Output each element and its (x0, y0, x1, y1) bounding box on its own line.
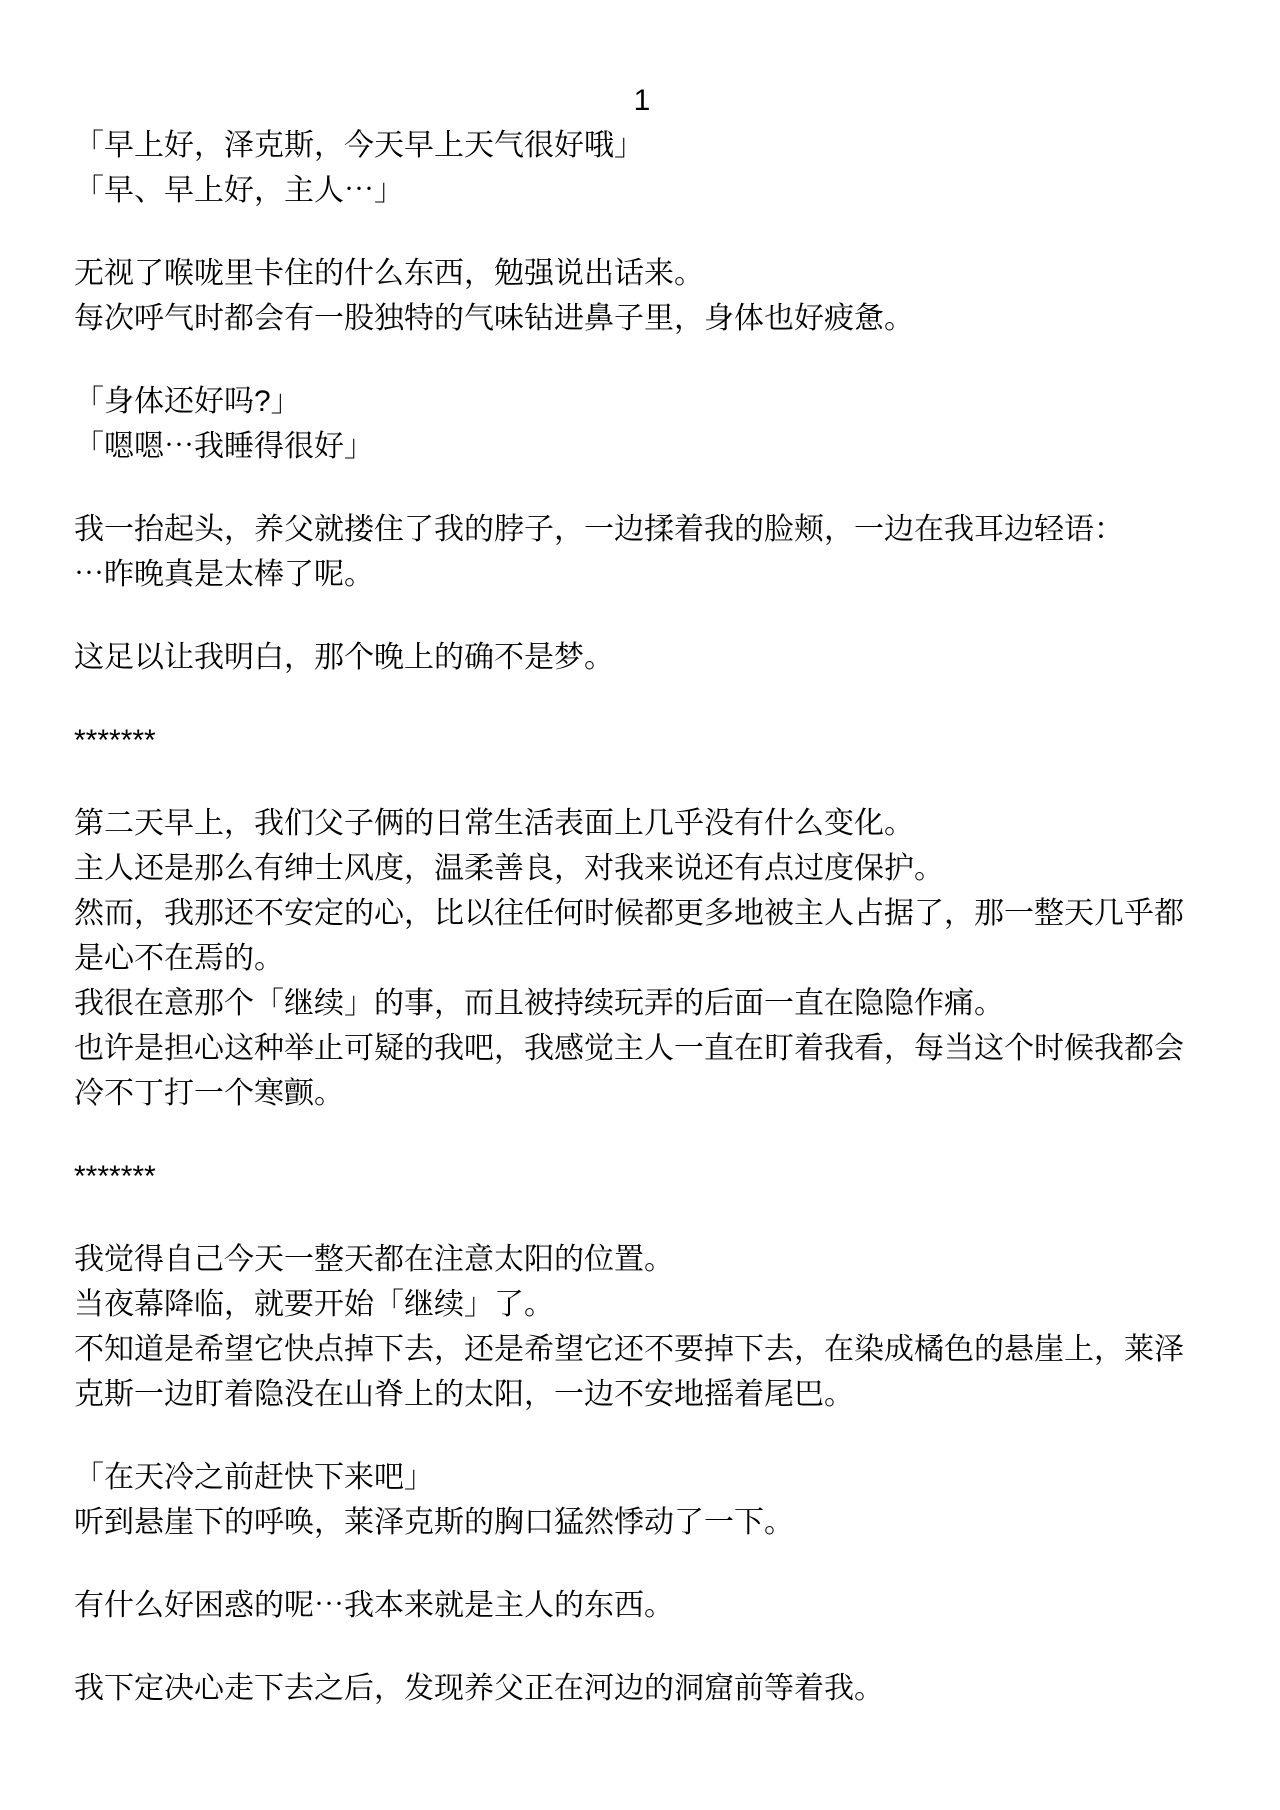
text-line: ******* (74, 724, 156, 757)
paragraph (74, 1583, 1210, 1628)
text-line: 是心不在焉的。 (74, 942, 284, 975)
paragraph (74, 635, 1210, 680)
text-line: 听到悬崖下的呼唤，莱泽克斯的胸口猛然悸动了一下。 (74, 1506, 794, 1539)
text-line: 我觉得自己今天一整天都在注意太阳的位置。 (74, 1243, 674, 1276)
text-line: 然而，我那还不安定的心，比以往任何时候都更多地被主人占据了，那一整天几乎都 (74, 897, 1184, 930)
text-line: 第二天早上，我们父子俩的日常生活表面上几乎没有什么变化。 (74, 807, 914, 840)
paragraph (74, 1666, 1210, 1711)
text-line: 「在天冷之前赶快下来吧」 (74, 1461, 434, 1494)
text-line: 我一抬起头，养父就搂住了我的脖子，一边揉着我的脸颊，一边在我耳边轻语： (74, 513, 1124, 546)
text-line: 冷不丁打一个寒颤。 (74, 1077, 344, 1110)
text-line: 我很在意那个「继续」的事，而且被持续玩弄的后面一直在隐隐作痛。 (74, 987, 1004, 1020)
page-number: 1 (633, 84, 651, 117)
section-separator (74, 1154, 1210, 1199)
text-line: 「嗯嗯⋯我睡得很好」 (74, 430, 374, 463)
paragraph (74, 801, 1210, 1116)
paragraph (74, 251, 1210, 341)
text-line: 克斯一边盯着隐没在山脊上的太阳，一边不安地摇着尾巴。 (74, 1378, 854, 1411)
text-line: 每次呼气时都会有一股独特的气味钻进鼻子里，身体也好疲惫。 (74, 302, 914, 335)
section-separator (74, 718, 1210, 763)
text-line: 无视了喉咙里卡住的什么东西，勉强说出话来。 (74, 257, 704, 290)
paragraph (74, 123, 1210, 213)
text-line: 我下定决心走下去之后，发现养父正在河边的洞窟前等着我。 (74, 1672, 884, 1705)
text-line: 「早、早上好，主人⋯」 (74, 174, 404, 207)
text-line: 这足以让我明白，那个晚上的确不是梦。 (74, 641, 614, 674)
text-line: 有什么好困惑的呢⋯我本来就是主人的东西。 (74, 1589, 674, 1622)
text-line: 当夜幕降临，就要开始「继续」了。 (74, 1288, 554, 1321)
paragraph (74, 1455, 1210, 1545)
paragraph (74, 507, 1210, 597)
paragraph (74, 1237, 1210, 1417)
text-line: 不知道是希望它快点掉下去，还是希望它还不要掉下去，在染成橘色的悬崖上，莱泽 (74, 1333, 1184, 1366)
text-line: 「早上好，泽克斯，今天早上天气很好哦」 (74, 129, 644, 162)
paragraph (74, 379, 1210, 469)
text-line: 主人还是那么有绅士风度，温柔善良，对我来说还有点过度保护。 (74, 852, 944, 885)
text-line: ******* (74, 1160, 156, 1193)
text-line: 「身体还好吗?」 (74, 385, 301, 418)
text-line: ⋯昨晚真是太棒了呢。 (74, 558, 374, 591)
text-line: 也许是担心这种举止可疑的我吧，我感觉主人一直在盯着我看，每当这个时候我都会 (74, 1032, 1184, 1065)
